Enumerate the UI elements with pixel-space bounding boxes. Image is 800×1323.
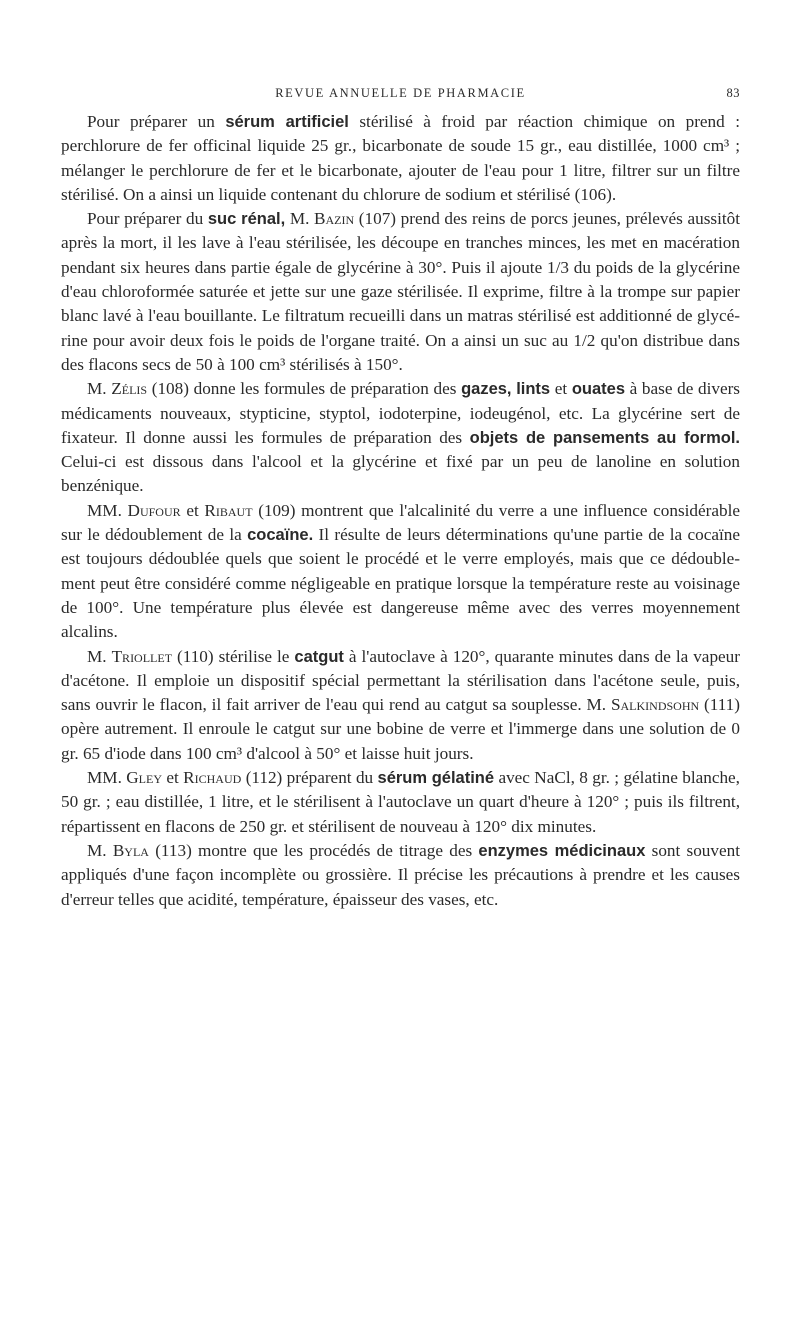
keyword: enzymes médicinaux: [478, 841, 646, 860]
keyword: sérum gélatiné: [377, 769, 495, 788]
text-run: M.: [87, 379, 112, 399]
keyword: ouates: [571, 380, 625, 399]
text-run: à l'autoclave à 120°, quarante minutes dans de la vapeur d'acétone. Il emploie un dispositif spécial permettant la stérilisation dans l'acétone seule, puis, sans ouvrir le flacon, il fait arriver de l'eau qui rend au catgut sa souplesse. M.: [61, 646, 740, 715]
author-name: Dufour: [127, 500, 181, 520]
page: [61, 86, 740, 912]
keyword: suc rénal,: [207, 210, 286, 229]
author-name: Bazin: [314, 209, 355, 229]
keyword: lints: [516, 380, 551, 399]
text-run: (108) donne les formules de préparation des: [147, 379, 462, 399]
text-run: Pour préparer un: [87, 112, 226, 131]
keyword: catgut: [294, 647, 344, 666]
text-run: (112) préparent du: [241, 768, 378, 788]
text-run: Pour préparer du: [87, 209, 208, 229]
author-name: Triollet: [111, 646, 173, 666]
paragraph: [61, 110, 740, 207]
author-name: Richaud: [183, 768, 242, 788]
text-run: MM.: [87, 768, 127, 788]
text-run: MM.: [87, 500, 128, 520]
body-text: [61, 110, 740, 912]
text-run: (109) montrent que l'alcalinité du verre a une influence considérable sur le dédoublement de la: [61, 500, 740, 545]
keyword: cocaïne.: [247, 526, 314, 545]
keyword: sérum artificiel: [225, 113, 349, 131]
text-run: stérilisé à froid par réaction chimique on prend : perchlorure de fer officinal liquide 25 gr., bicarbonate de soude 15 gr., eau distillée, 1000 cm³ ; mélanger le perchlorure de fer et le bicarbonate, ajouter de l'eau pour 1 litre, filtrer sur un filtre stérilisé. On a ainsi un liquide contenant du chlorure de sodium et stérilisé (106).: [61, 112, 740, 204]
text-run: (113) montre que les procédés de titrage des: [148, 840, 479, 860]
paragraph: [61, 645, 740, 766]
paragraph: [61, 207, 740, 377]
text-run: (111) opère autrement. Il enroule le catgut sur une bobine de verre et l'immerge dans une solution de 0 gr. 65 d'iode dans 100 cm³ d'alcool à 50° et laisse huit jours.: [61, 695, 740, 763]
text-run: M.: [285, 209, 315, 229]
text-run: sont souvent appliqués d'une façon incomplète ou grossière. Il précise les précautions à prendre et les causes d'erreur telles que acidité, température, épaisseur des vases, etc.: [61, 840, 740, 909]
author-name: Ribaut: [204, 500, 253, 520]
text-run: (107) prend des reins de porcs jeunes, prélevés aussitôt après la mort, il les lave à l'eau stérilisée, les découpe en tranches minces, les met en macération pendant six heures dans partie égale de glycérine à 30°. Puis il ajoute 1/3 du poids de la glycérine d'eau chloroformée saturée et jette sur une gaze stérilisée. Il exprime, filtre à la trompe sur papier blanc lavé à l'eau bouillante. Le filtratum recueilli dans un matras stérilisé est additionné de glycérine pour avoir deux fois le poids de l'organe traité. On a ainsi un suc au 1/2 qu'on distribue dans des flacons secs de 50 à 100 cm³ stérilisés à 150°.: [61, 209, 740, 374]
running-title: REVUE ANNUELLE DE PHARMACIE: [275, 86, 526, 100]
text-run: à base de divers médicaments nouveaux, stypticine, styptol, iodoterpine, iodeugénol, etc. La glycérine sert de fixateur. Il donne aussi les formules de préparation des: [61, 379, 740, 447]
paragraph: [61, 377, 740, 498]
text-run: et: [550, 379, 572, 399]
text-run: (110) stérilise le: [172, 646, 295, 666]
text-run: et: [180, 500, 205, 520]
text-run: Il résulte de leurs déterminations qu'une partie de la cocaïne est toujours dédoublée quels que soient le procédé et le verre employés, mais que ce dédoublement peut être considéré comme négligeable en pratique lorsque la température reste au voisinage de 100°. Une température plus élevée est dangereuse même avec des verres moyennement alcalins.: [61, 525, 741, 642]
keyword: objets de pansements au formol.: [469, 428, 740, 447]
paragraph: [61, 766, 740, 839]
keyword: gazes,: [461, 380, 512, 399]
text-run: M.: [87, 840, 113, 860]
author-name: Gley: [126, 768, 162, 788]
paragraph: [61, 839, 740, 912]
text-run: et: [162, 768, 184, 788]
page-number: 83: [726, 86, 740, 100]
paragraph: [61, 499, 740, 645]
text-run: M.: [87, 646, 112, 666]
author-name: Salkindsohn: [610, 695, 700, 715]
author-name: Byla: [112, 840, 149, 860]
author-name: Zélis: [111, 379, 148, 399]
running-header: [61, 86, 740, 110]
text-run: Celui-ci est dissous dans l'alcool et la glycérine et fixé par un peu de lanoline en solution benzénique.: [61, 452, 740, 496]
text-run: avec NaCl, 8 gr. ; gélatine blanche, 50 gr. ; eau distillée, 1 litre, et le stérilisent à l'autoclave un quart d'heure à 120° ; puis ils filtrent, répartissent en flacons de 250 gr. et stérilisent de nouveau à 120° dix minutes.: [61, 768, 740, 836]
